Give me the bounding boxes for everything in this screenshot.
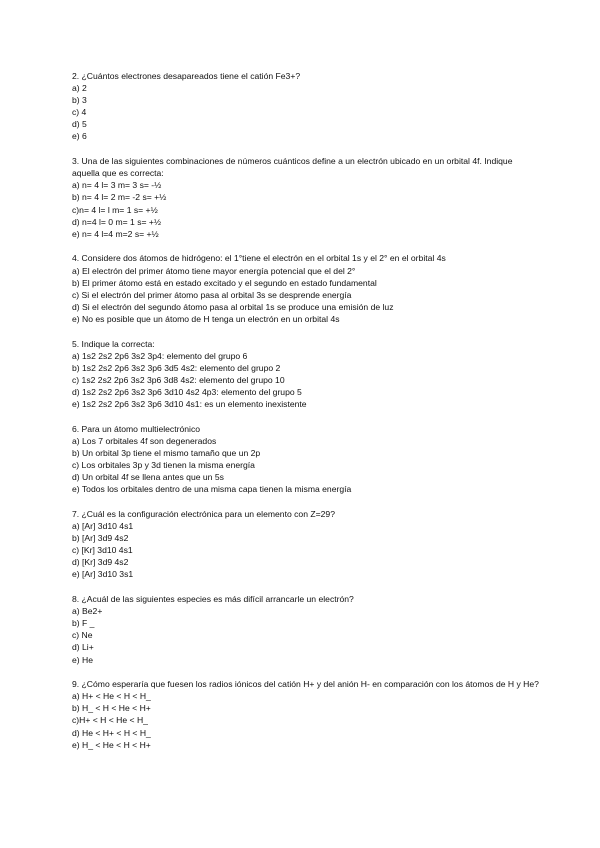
option-d: d) 5	[72, 119, 87, 130]
question-text: 2. ¿Cuántos electrones desapareados tiene el catión Fe3+?	[72, 71, 301, 81]
question-5	[72, 338, 542, 411]
option-a: a) H+ < He < H < H_	[72, 691, 151, 702]
option-b: b) H_ < H < He < H+	[72, 703, 151, 714]
question-text: 8. ¿Acuál de las siguientes especies es más difícil arrancarle un electrón?	[72, 594, 354, 605]
question-list	[72, 70, 542, 763]
option-c: c) 1s2 2s2 2p6 3s2 3p6 3d8 4s2: elemento del grupo 10	[72, 374, 285, 385]
option-d: d) Si el electrón del segundo átomo pasa al orbital 1s se produce una emisión de luz	[72, 301, 394, 312]
option-a: a) n= 4 l= 3 m= 3 s= -½	[72, 180, 162, 191]
option-a: a) 2	[72, 83, 87, 94]
option-b: b) F _	[72, 618, 95, 629]
option-e: e) [Ar] 3d10 3s1	[72, 569, 134, 580]
option-c: c) Ne	[72, 630, 93, 641]
option-d: d) Un orbital 4f se llena antes que un 5s	[72, 472, 224, 483]
question-text: 5. Indique la correcta:	[72, 338, 155, 349]
option-a: a) 1s2 2s2 2p6 3s2 3p4: elemento del grupo 6	[72, 350, 248, 361]
question-text: 6. Para un átomo multielectrónico	[72, 423, 201, 434]
question-9	[72, 678, 542, 751]
option-a: a) Be2+	[72, 606, 103, 617]
option-e: e) n= 4 l=4 m=2 s= +½	[72, 228, 159, 239]
option-e: e) No es posible que un átomo de H tenga un electrón en un orbital 4s	[72, 313, 340, 324]
question-text: 3. Una de las siguientes combinaciones de números cuánticos define a un electrón ubicado en un orbital 4f. Indique aquella que es correcta:	[72, 156, 513, 179]
option-c: c) [Kr] 3d10 4s1	[72, 545, 133, 556]
option-d: d) 1s2 2s2 2p6 3s2 3p6 3d10 4s2 4p3: elemento del grupo 5	[72, 386, 302, 397]
option-c: c)n= 4 l= l m= 1 s= +½	[72, 204, 158, 215]
option-a: a) [Ar] 3d10 4s1	[72, 520, 134, 531]
question-text: 9. ¿Cómo esperaría que fuesen los radios iónicos del catión H+ y del anión H- en comparación con los átomos de H y He?	[72, 679, 539, 690]
question-text: 4. Considere dos átomos de hidrógeno: el 1°tiene el electrón en el orbital 1s y el 2° en el orbital 4s	[72, 253, 446, 264]
option-e: e) Todos los orbitales dentro de una misma capa tienen la misma energía	[72, 484, 352, 495]
option-a: a) El electrón del primer átomo tiene mayor energía potencial que el del 2°	[72, 265, 356, 276]
question-text: 7. ¿Cuál es la configuración electrónica para un elemento con Z=29?	[72, 508, 335, 519]
option-b: b) Un orbital 3p tiene el mismo tamaño que un 2p	[72, 447, 261, 458]
question-7	[72, 508, 542, 581]
question-6	[72, 423, 542, 496]
question-8	[72, 593, 542, 666]
option-e: e) 1s2 2s2 2p6 3s2 3p6 3d10 4s1: es un elemento inexistente	[72, 399, 307, 410]
option-c: c)H+ < H < He < H_	[72, 715, 148, 726]
option-e: e) 6	[72, 131, 87, 142]
option-b: b) [Ar] 3d9 4s2	[72, 533, 129, 544]
question-3	[72, 155, 542, 240]
option-b: b) 3	[72, 95, 87, 106]
question-2	[72, 70, 542, 143]
option-e: e) He	[72, 654, 94, 665]
option-d: d) He < H+ < H < H_	[72, 727, 151, 738]
option-d: d) Li+	[72, 642, 94, 653]
option-e: e) H_ < He < H < H+	[72, 739, 151, 750]
option-d: d) n=4 l= 0 m= 1 s= +½	[72, 216, 162, 227]
option-c: c) Si el electrón del primer átomo pasa al orbital 3s se desprende energía	[72, 289, 352, 300]
option-a: a) Los 7 orbitales 4f son degenerados	[72, 435, 217, 446]
option-c: c) Los orbitales 3p y 3d tienen la misma energía	[72, 460, 255, 470]
option-b: b) El primer átomo está en estado excitado y el segundo en estado fundamental	[72, 277, 377, 288]
option-b: b) 1s2 2s2 2p6 3s2 3p6 3d5 4s2: elemento del grupo 2	[72, 362, 281, 373]
question-4	[72, 252, 542, 325]
option-b: b) n= 4 l= 2 m= -2 s= +½	[72, 192, 167, 203]
option-d: d) [Kr] 3d9 4s2	[72, 557, 129, 568]
option-c: c) 4	[72, 107, 87, 118]
